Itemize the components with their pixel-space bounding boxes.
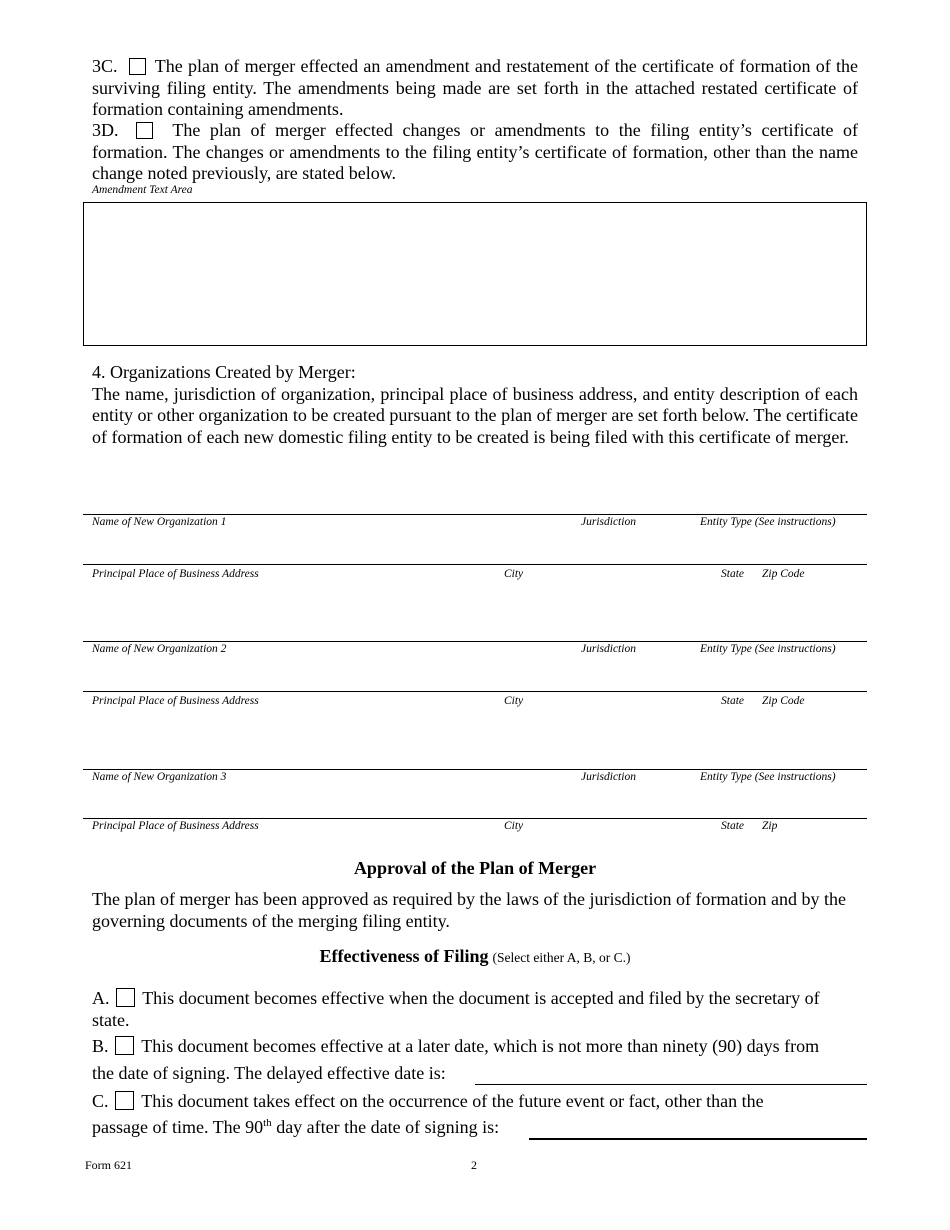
- option-c-checkbox[interactable]: [115, 1091, 134, 1110]
- org-1-address-line: [83, 564, 867, 565]
- org-3-state-field[interactable]: State: [721, 820, 744, 832]
- option-a-text: This document becomes effective when the document is accepted and filed by the secretary of state.: [92, 988, 820, 1030]
- option-b-line2: [92, 1063, 446, 1085]
- option-a-checkbox[interactable]: [116, 988, 135, 1007]
- section-4: [92, 362, 858, 448]
- option-c: [92, 1091, 858, 1113]
- org-3-address-line: [83, 818, 867, 819]
- org-1-city-field[interactable]: City: [504, 568, 524, 580]
- org-3-entity-type-field[interactable]: Entity Type (See instructions): [700, 771, 836, 783]
- amendment-area-label: Amendment Text Area: [92, 184, 193, 196]
- option-b-checkbox[interactable]: [115, 1036, 134, 1055]
- option-b: [92, 1036, 858, 1058]
- section-4-heading: 4. Organizations Created by Merger:: [92, 362, 356, 382]
- org-1-zip-field[interactable]: Zip Code: [762, 568, 805, 580]
- org-1-name-field[interactable]: Name of New Organization 1: [92, 516, 227, 528]
- org-2-name-line: [83, 641, 867, 642]
- org-3-jurisdiction-field[interactable]: Jurisdiction: [581, 771, 636, 783]
- section-3d: [92, 120, 858, 185]
- section-3c-number: 3C.: [92, 56, 118, 76]
- option-c-line2: [92, 1117, 499, 1139]
- option-c-text-line2-sup: th: [263, 1117, 272, 1129]
- org-2-jurisdiction-field[interactable]: Jurisdiction: [581, 643, 636, 655]
- section-3d-number: 3D.: [92, 120, 119, 140]
- option-b-date-field[interactable]: [475, 1084, 867, 1085]
- section-3d-text: The plan of merger effected changes or amendments to the filing entity’s certificate of formation. The changes or amendments to the filing entity’s certificate of formation, other than the name change noted previously, are stated below.: [92, 120, 859, 183]
- section-3d-checkbox[interactable]: [136, 122, 153, 139]
- section-4-text: The name, jurisdiction of organization, principal place of business address, and entity description of each entity or other organization to be created pursuant to the plan of merger are set forth below. The certificate of formation of each new domestic filing entity to be created is being filed with this certificate of merger.: [92, 383, 858, 447]
- org-2-entity-type-field[interactable]: Entity Type (See instructions): [700, 643, 836, 655]
- option-a-letter: A.: [92, 988, 110, 1008]
- org-2-city-field[interactable]: City: [504, 695, 524, 707]
- org-1-state-field[interactable]: State: [721, 568, 744, 580]
- footer-page-number: 2: [471, 1158, 477, 1172]
- footer-form-number: Form 621: [85, 1158, 133, 1172]
- option-c-letter: C.: [92, 1091, 109, 1111]
- org-3-address-field[interactable]: Principal Place of Business Address: [92, 820, 259, 832]
- org-2-address-field[interactable]: Principal Place of Business Address: [92, 695, 259, 707]
- effectiveness-heading: Effectiveness of Filing: [319, 946, 489, 966]
- effectiveness-note: (Select either A, B, or C.): [492, 950, 631, 965]
- org-1-name-line: [83, 514, 867, 515]
- org-3-name-field[interactable]: Name of New Organization 3: [92, 771, 227, 783]
- approval-text: The plan of merger has been approved as required by the laws of the jurisdiction of formation and by the governing documents of the merging filing entity.: [92, 889, 846, 931]
- org-2-address-line: [83, 691, 867, 692]
- org-3-name-line: [83, 769, 867, 770]
- option-a: [92, 988, 858, 1031]
- section-3c-checkbox[interactable]: [129, 58, 146, 75]
- org-1-address-field[interactable]: Principal Place of Business Address: [92, 568, 259, 580]
- section-3c: [92, 56, 858, 121]
- option-c-date-field[interactable]: [529, 1138, 867, 1140]
- org-2-name-field[interactable]: Name of New Organization 2: [92, 643, 227, 655]
- org-1-entity-type-field[interactable]: Entity Type (See instructions): [700, 516, 836, 528]
- effectiveness-heading-block: [83, 946, 867, 967]
- section-3c-text: The plan of merger effected an amendment and restatement of the certificate of formation of the surviving filing entity. The amendments being made are set forth in the attached restated certificate of formation containing amendments.: [92, 56, 858, 119]
- org-3-zip-field[interactable]: Zip: [762, 820, 778, 832]
- org-2-state-field[interactable]: State: [721, 695, 744, 707]
- option-b-text-line2: the date of signing. The delayed effective date is:: [92, 1063, 446, 1083]
- approval-heading: Approval of the Plan of Merger: [353, 858, 597, 878]
- option-b-text-line1: This document becomes effective at a later date, which is not more than ninety (90) days from: [141, 1036, 820, 1056]
- option-c-text-line2-pre: passage of time. The 90: [92, 1117, 264, 1137]
- amendment-text-area[interactable]: [83, 202, 867, 346]
- option-c-text-line1: This document takes effect on the occurrence of the future event or fact, other than the: [141, 1091, 764, 1111]
- org-2-zip-field[interactable]: Zip Code: [762, 695, 805, 707]
- option-b-letter: B.: [92, 1036, 109, 1056]
- org-3-city-field[interactable]: City: [504, 820, 524, 832]
- org-1-jurisdiction-field[interactable]: Jurisdiction: [581, 516, 636, 528]
- option-c-text-line2-post: day after the date of signing is:: [271, 1117, 500, 1137]
